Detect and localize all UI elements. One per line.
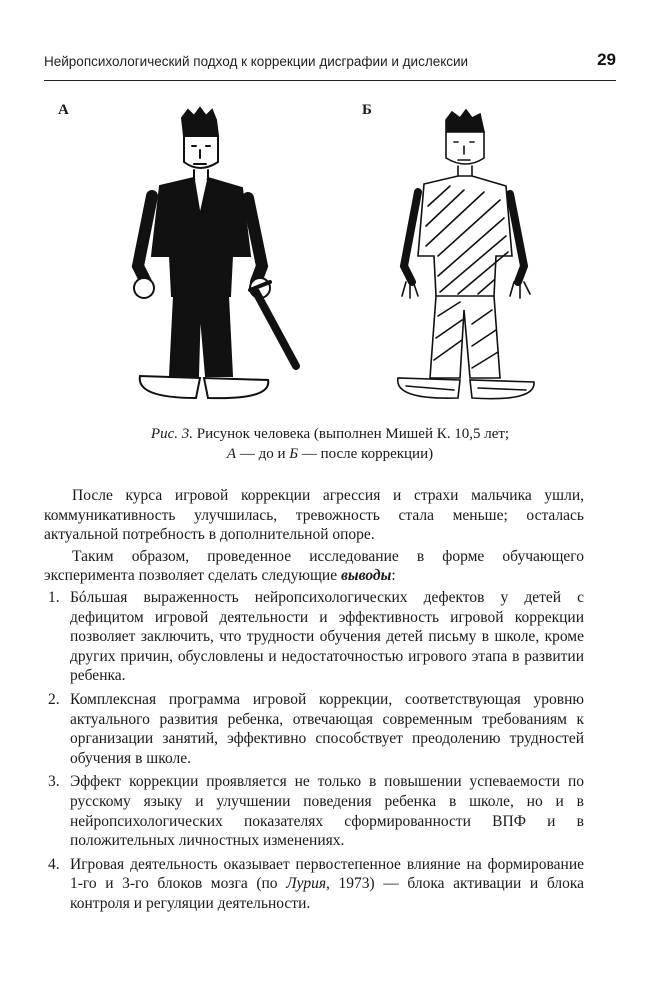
caption-b: Б: [289, 446, 299, 462]
caption-lead: Рис. 3.: [150, 426, 193, 442]
figure-drawings: [44, 96, 616, 416]
figure-label-b: Б: [362, 102, 372, 118]
list-item-text-start: Игровая деятельность оказывает первостепенное влияние на формирование 1-го и 3-го блоков мозга (по: [70, 855, 584, 893]
body-text: [44, 486, 584, 917]
list-item: [44, 588, 584, 686]
drawing-a-image: [100, 106, 320, 416]
list-item-number: 1.: [48, 588, 60, 606]
drawing-b-image: [354, 106, 584, 416]
list-item: [44, 855, 584, 914]
list-item-text: Бóльшая выраженность нейропсихологических дефектов у детей с дефицитом игровой деятельности и эффективность игровой коррекции позволяет заключить, что трудности обучения детей письму в школе, кроме других причин, обусловлены и недостаточностью игрового этапа в развитии ребенка.: [70, 588, 584, 685]
list-item-text-end: , 1973) — блока активации и блока контроля и регуляции деятельности.: [70, 875, 584, 912]
list-item: [44, 772, 584, 850]
figure-caption: [44, 424, 616, 464]
paragraph-2: [44, 547, 584, 586]
list-item-text: Комплексная программа игровой коррекции, соответствующая уровню актуального развития ребенка, отвечающая современным требованиям к организации занятий, эффективно способствует преодолению трудностей обучения в школе.: [70, 690, 584, 767]
list-item-number: 4.: [48, 855, 60, 873]
author-citation: Лурия: [286, 875, 327, 893]
caption-a: А: [226, 446, 237, 462]
caption-mid2: — после коррекции): [298, 446, 434, 462]
list-item-number: 2.: [48, 690, 60, 708]
running-title: Нейропсихологический подход к коррекции дисграфии и дислексии: [44, 54, 469, 69]
caption-line1: Рисунок человека (выполнен Мишей К. 10,5 лет;: [192, 426, 510, 442]
conclusions-emphasis: выводы: [340, 567, 392, 585]
paragraph-2-start: Таким образом, проведенное исследование в форме обучающего эксперимента позволяет сделать следующие: [44, 547, 584, 585]
paragraph-1: После курса игровой коррекции агрессия и страхи мальчика ушли, коммуникативность улучшилась, тревожность стала меньше; осталась актуальной потребность в дополнительной опоре.: [44, 487, 584, 544]
list-item-number: 3.: [48, 773, 60, 791]
list-item-text: Эффект коррекции проявляется не только в повышении успеваемости по русскому языку и улучшении поведения ребенка в школе, но и в нейропсихологических показателях сформированности ВПФ и в положительных личностных изменениях.: [70, 773, 584, 850]
figure-label-a: А: [58, 102, 69, 118]
page-number: 29: [597, 50, 616, 69]
caption-mid1: — до и: [236, 446, 290, 462]
page-header: [44, 44, 616, 81]
conclusions-list: [44, 588, 584, 914]
list-item: [44, 690, 584, 768]
paragraph-2-end: :: [391, 567, 396, 585]
